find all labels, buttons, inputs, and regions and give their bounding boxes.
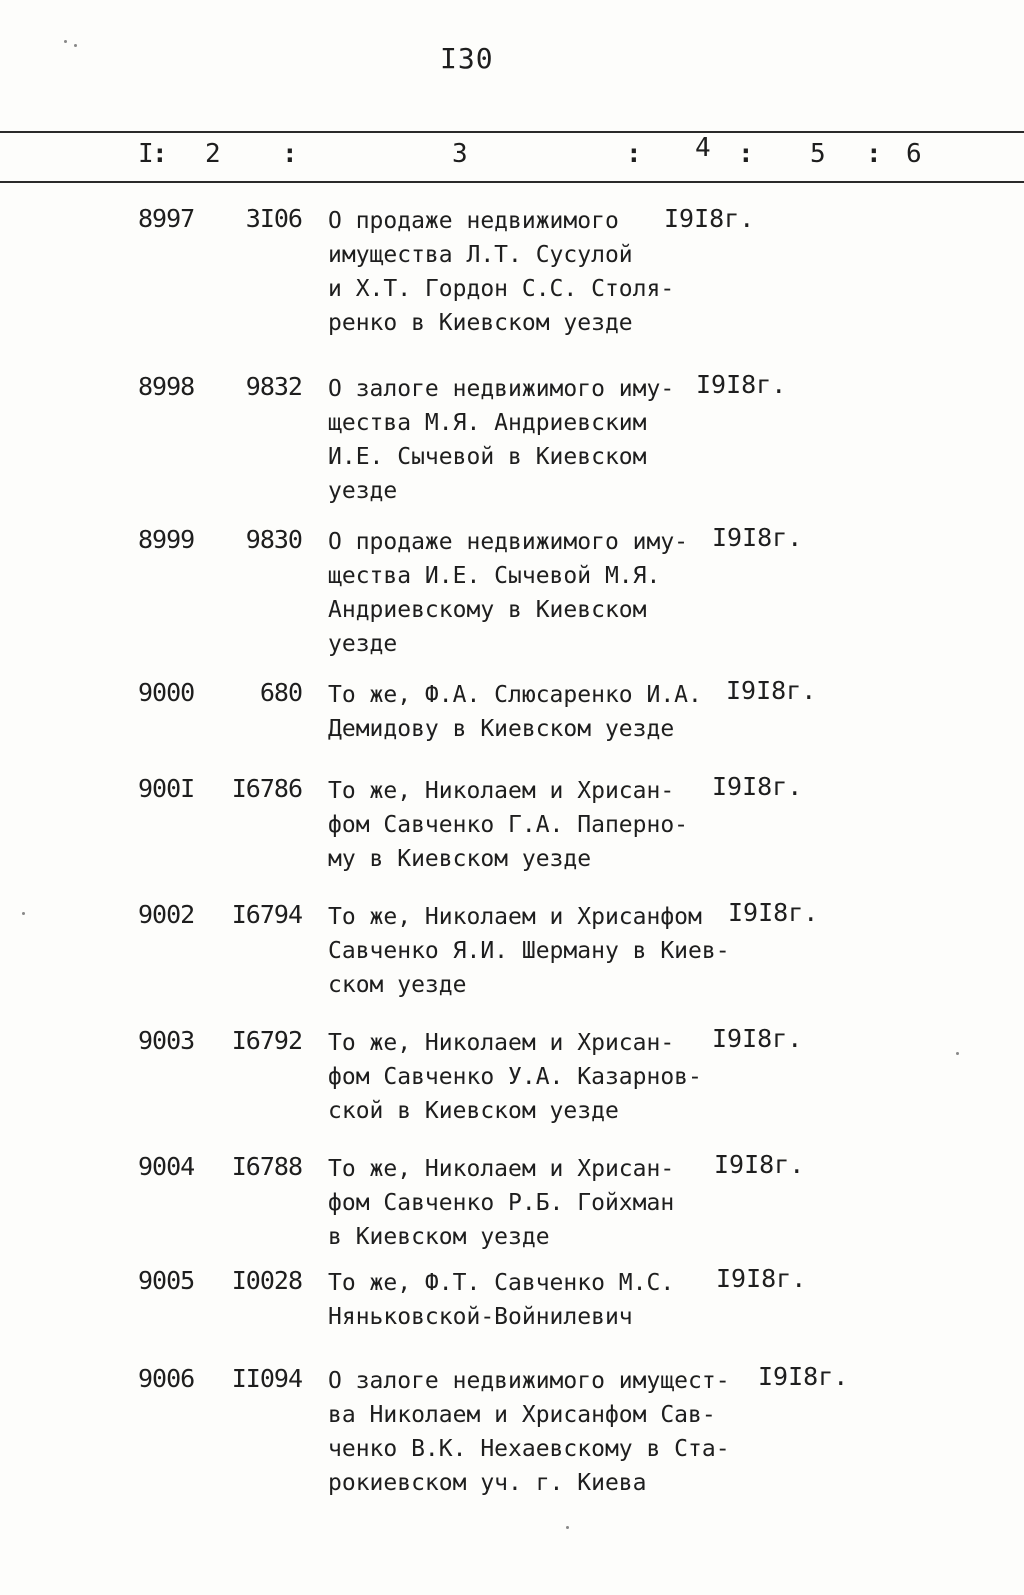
inventory-number: 9006 bbox=[138, 1364, 195, 1393]
case-date: I9I8г. bbox=[712, 1024, 803, 1053]
old-archive-number: I6794 bbox=[231, 900, 302, 929]
case-description: То же, Николаем и Хрисан- фом Савченко Г.А. Паперно- му в Киевском уезде bbox=[328, 778, 689, 872]
case-description: О залоге недвижимого иму- щества М.Я. Андриевским И.Е. Сычевой в Киевском уезде bbox=[328, 376, 675, 504]
column-separator: : bbox=[738, 139, 754, 169]
old-archive-number: I6788 bbox=[231, 1152, 302, 1181]
column-separator: : bbox=[282, 139, 298, 169]
case-date: I9I8г. bbox=[758, 1362, 849, 1391]
case-description: О залоге недвижимого имущест- ва Николаем и Хрисанфом Сав- ченко В.К. Нехаевскому в Ста- рокиевском уч. г. Киева bbox=[328, 1368, 730, 1496]
header-bottom-rule bbox=[0, 181, 1024, 183]
old-archive-number: I6792 bbox=[231, 1026, 302, 1055]
column-header-2: 2 bbox=[205, 139, 221, 169]
column-separator: : bbox=[866, 139, 882, 169]
case-description: О продаже недвижимого имущества Л.Т. Сусулой и Х.Т. Гордон С.С. Столя- ренко в Киевском уезде bbox=[328, 208, 675, 336]
case-description: То же, Ф.А. Слюсаренко И.А. Демидову в Киевском уезде bbox=[328, 682, 702, 742]
inventory-number: 9005 bbox=[138, 1266, 195, 1295]
case-description: То же, Николаем и Хрисан- фом Савченко Р.Б. Гойхман в Киевском уезде bbox=[328, 1156, 675, 1250]
case-date: I9I8г. bbox=[712, 772, 803, 801]
inventory-number: 900I bbox=[138, 774, 195, 803]
case-description: То же, Николаем и Хрисанфом Савченко Я.И. Шерману в Киев- ском уезде bbox=[328, 904, 730, 998]
header-top-rule bbox=[0, 131, 1024, 133]
old-archive-number: 9830 bbox=[245, 525, 302, 554]
inventory-number: 8999 bbox=[138, 525, 195, 554]
scan-speckle bbox=[64, 40, 67, 43]
old-archive-number: 680 bbox=[259, 678, 302, 707]
case-date: I9I8г. bbox=[712, 523, 803, 552]
old-archive-number: I6786 bbox=[231, 774, 302, 803]
case-date: I9I8г. bbox=[696, 370, 787, 399]
inventory-number: 9002 bbox=[138, 900, 195, 929]
inventory-number: 9003 bbox=[138, 1026, 195, 1055]
inventory-number: 8998 bbox=[138, 372, 195, 401]
case-date: I9I8г. bbox=[664, 204, 755, 233]
scan-speckle bbox=[956, 1052, 959, 1055]
old-archive-number: I0028 bbox=[231, 1266, 302, 1295]
scan-speckle bbox=[566, 1526, 569, 1529]
old-archive-number: 3I06 bbox=[245, 204, 302, 233]
column-separator: : bbox=[152, 139, 168, 169]
case-description: О продаже недвижимого иму- щества И.Е. Сычевой М.Я. Андриевскому в Киевском уезде bbox=[328, 529, 689, 657]
inventory-number: 9000 bbox=[138, 678, 195, 707]
column-separator: : bbox=[626, 139, 642, 169]
column-header-3: 3 bbox=[452, 139, 468, 169]
column-header-5: 5 bbox=[810, 139, 826, 169]
column-header-6: 6 bbox=[906, 139, 922, 169]
case-date: I9I8г. bbox=[726, 676, 817, 705]
case-date: I9I8г. bbox=[728, 898, 819, 927]
old-archive-number: II094 bbox=[231, 1364, 302, 1393]
old-archive-number: 9832 bbox=[245, 372, 302, 401]
column-header-1: I bbox=[138, 139, 154, 169]
case-description: То же, Николаем и Хрисан- фом Савченко У.А. Казарнов- ской в Киевском уезде bbox=[328, 1030, 702, 1124]
column-header-4: 4 bbox=[695, 133, 711, 163]
page-number: I30 bbox=[440, 42, 494, 75]
case-date: I9I8г. bbox=[714, 1150, 805, 1179]
scan-speckle bbox=[22, 912, 25, 915]
case-date: I9I8г. bbox=[716, 1264, 807, 1293]
inventory-number: 8997 bbox=[138, 204, 195, 233]
scan-speckle bbox=[74, 44, 77, 47]
case-description: То же, Ф.Т. Савченко М.С. Няньковской-Войнилевич bbox=[328, 1270, 675, 1330]
inventory-number: 9004 bbox=[138, 1152, 195, 1181]
